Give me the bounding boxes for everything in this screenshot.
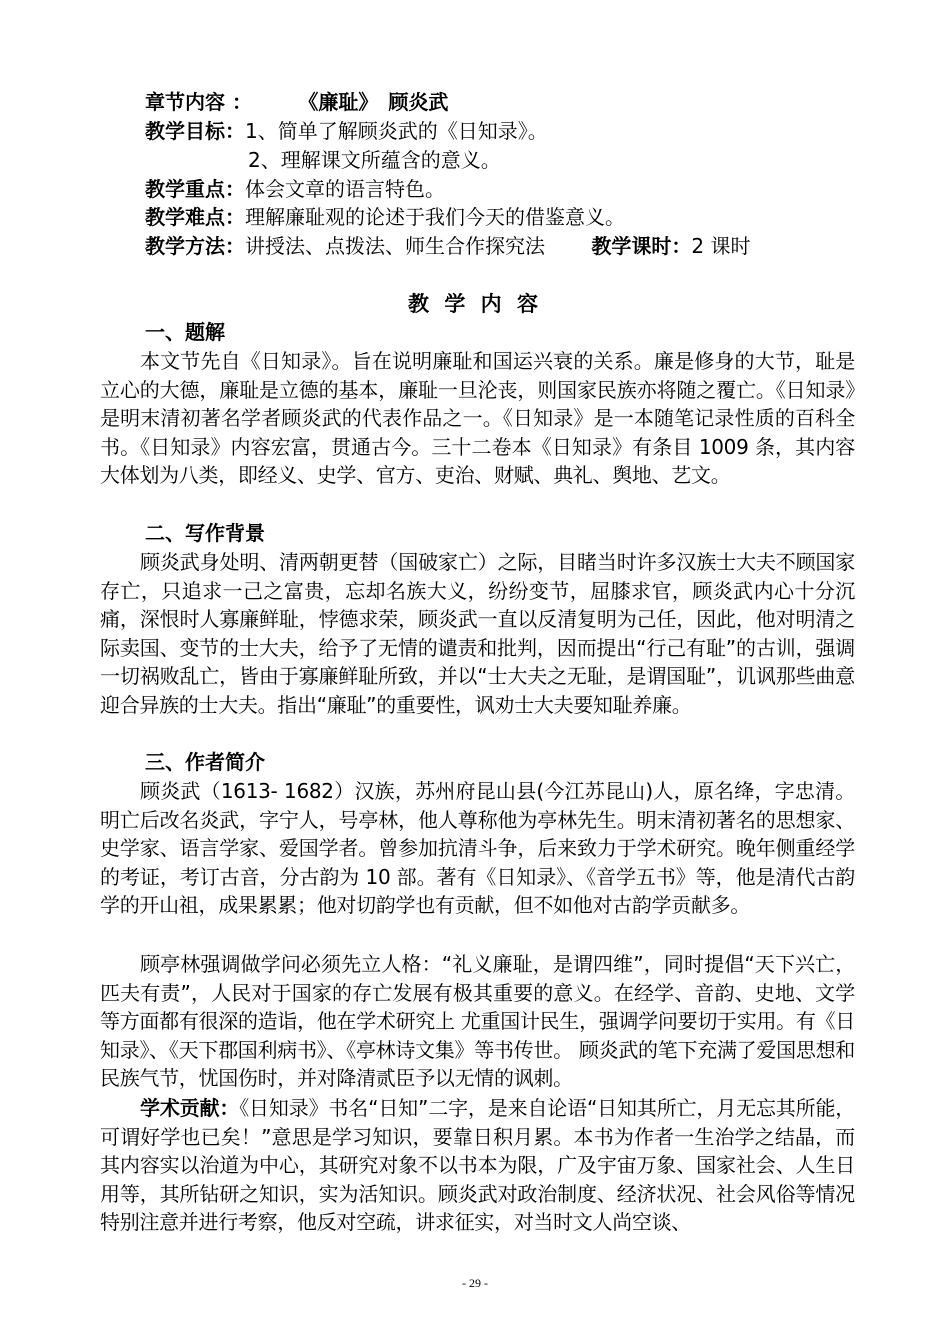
goal-line: [145, 117, 548, 145]
focus-line: [145, 175, 445, 203]
focus-label: 教学重点：: [145, 177, 245, 201]
contribution-label: 学术贡献：: [140, 1096, 240, 1120]
goal-label: 教学目标：: [145, 119, 245, 143]
difficulty-line: [145, 203, 625, 231]
section-1-paragraph: 本文节先自《日知录》。旨在说明廉耻和国运兴衰的关系。廉是修身的大节，耻是立心的大德，廉耻是立德的基本，廉耻一旦沦丧，则国家民族亦将随之覆亡。《日知录》是明末清初著名学者顾炎武的代表作品之一。《日知录》是一本随笔记录性质的百科全书。《日知录》内容宏富，贯通古今。三十二卷本《日知录》有条目 1009 条，其内容大体划为八类，即经义、史学、官方、吏治、财赋、典礼、舆地、艺文。: [100, 349, 855, 487]
focus-value: 体会文章的语言特色。: [245, 177, 445, 201]
goal-2: 2、理解课文所蕴含的意义。: [248, 148, 501, 172]
method-line: [145, 232, 750, 260]
section-2-paragraph: 顾炎武身处明、清两朝更替（国破家亡）之际，目睹当时许多汉族士大夫不顾国家存亡，只追求一己之富贵，忘却名族大义，纷纷变节，屈膝求官，顾炎武内心十分沉痛，深恨时人寡廉鲜耻，悖德求荣，顾炎武一直以反清复明为己任，因此，他对明清之际卖国、变节的士大夫，给予了无情的谴责和批判，因而提出“行己有耻”的古训，强调一切祸败乱亡，皆由于寡廉鲜耻所致，并以“士大夫之无耻，是谓国耻”，讥讽那些曲意迎合异族的士大夫。指出“廉耻”的重要性，讽劝士大夫要知耻养廉。: [100, 550, 855, 717]
goal-1: 1、简单了解顾炎武的《日知录》。: [245, 119, 548, 143]
difficulty-label: 教学难点：: [145, 205, 245, 229]
contribution-text: 《日知录》书名“日知”二字，是来自论语“日知其所亡，月无忘其所能，可谓好学也已矣！”意思是学习知识，要靠日积月累。本书为作者一生治学之结晶，而其内容实以治道为中心，其研究对象不以书本为限，广及宇宙万象、国家社会、人生日用等，其所钻研之知识，实为活知识。顾炎武对政治制度、经济状况、社会风俗等情况特别注意并进行考察，他反对空疏，讲求征实，对当时文人尚空谈、: [100, 1096, 855, 1234]
section-3-paragraph-1: 顾炎武（1613- 1682）汉族，苏州府昆山县(今江苏昆山)人，原名绛，字忠清。明亡后改名炎武，字宁人，号亭林，他人尊称他为亭林先生。明末清初著名的思想家、史学家、语言学家、爱国学者。曾参加抗清斗争，后来致力于学术研究。晚年侧重经学的考证，考订古音，分古韵为 10 部。著有《日知录》、《音学五书》等，他是清代古韵学的开山祖，成果累累；他对切韵学也有贡献，但不如他对古韵学贡献多。: [100, 779, 855, 917]
section-2-heading: 二、写作背景: [145, 521, 265, 545]
method-label: 教学方法：: [145, 234, 245, 258]
chapter-label: 章节内容 ：: [145, 90, 252, 114]
content-title: 教 学 内 容: [408, 292, 542, 316]
hours-label: 教学课时：: [591, 234, 692, 258]
section-3-paragraph-3: [100, 1094, 855, 1237]
page-number: - 29 -: [462, 1276, 488, 1290]
section-3-heading: 三、作者简介: [145, 750, 265, 774]
section-1-heading: 一、题解: [145, 320, 225, 344]
hours-value: 2 课时: [691, 234, 751, 258]
chapter-value: 《廉耻》 顾炎武: [298, 90, 449, 114]
chapter-line: [145, 88, 448, 116]
section-3-paragraph-2: 顾亭林强调做学问必须先立人格：“礼义廉耻，是谓四维”，同时提倡“天下兴亡，匹夫有责”，人民对于国家的存亡发展有极其重要的意义。在经学、音韵、史地、文学等方面都有很深的造诣，他在学术研究上 尤重国计民生，强调学问要切于实用。有《日知录》、《天下郡国利病书》、《亭林诗文集》等书传世。 顾炎武的笔下充满了爱国思想和民族气节，忧国伤时，并对降清贰臣予以无情的讽刺。: [100, 952, 855, 1090]
goal-line-2: [248, 146, 501, 174]
difficulty-value: 理解廉耻观的论述于我们今天的借鉴意义。: [245, 205, 625, 229]
method-value: 讲授法、点拨法、师生合作探究法: [245, 234, 545, 258]
